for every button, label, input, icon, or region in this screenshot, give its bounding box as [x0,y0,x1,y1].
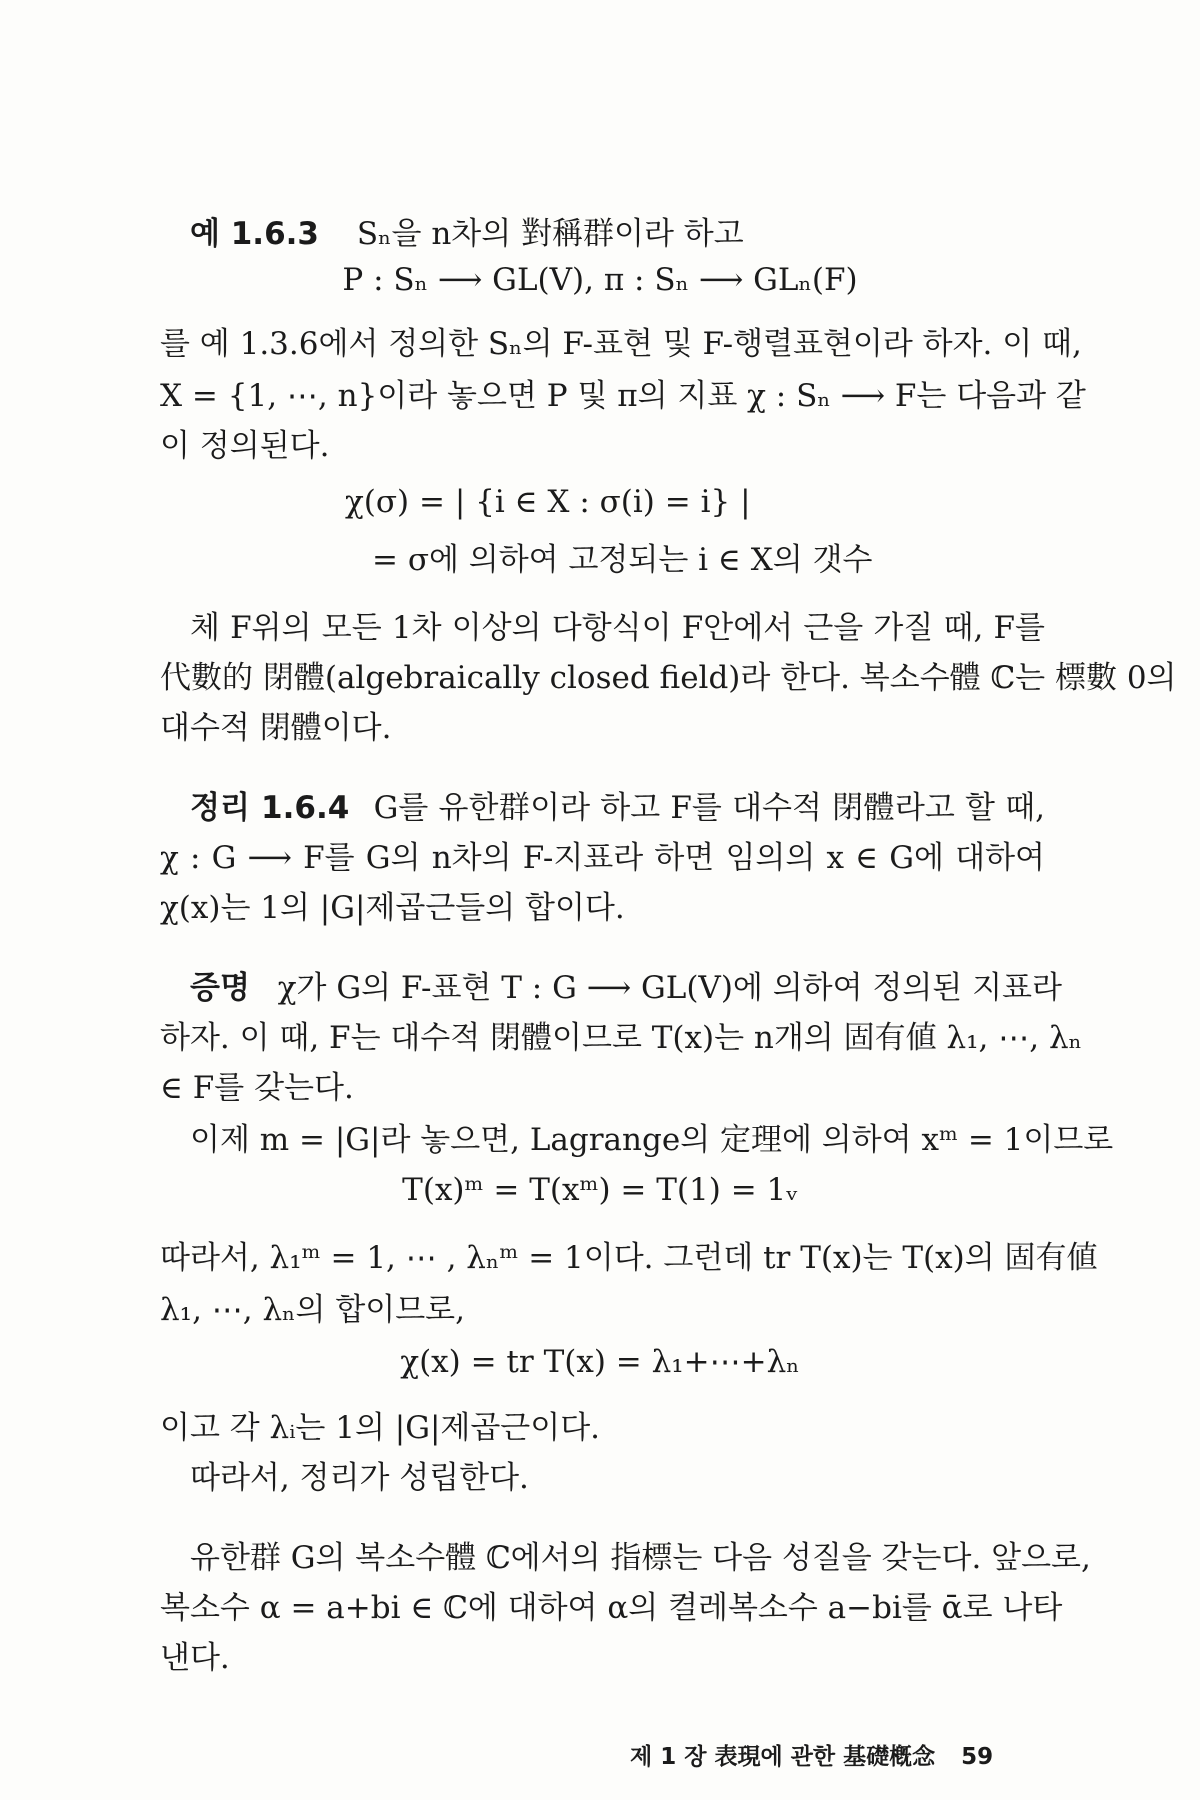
closed-field-line-2: 代數的 閉體(algebraically closed field)라 한다. 복소수體 ℂ는 標數 0의 [160,660,1177,696]
proof-line-7: 이고 각 λᵢ는 1의 |G|제곱근이다. [160,1410,600,1446]
example-para-line-2: X = {1, ⋯, n}이라 놓으면 P 및 π의 지표 χ : Sₙ ⟶ F는 다음과 같 [160,378,1086,414]
proof-line-2: 하자. 이 때, F는 대수적 閉體이므로 T(x)는 n개의 固有値 λ₁, ⋯, λₙ [160,1020,1083,1056]
theorem-line-1 [190,782,1045,827]
theorem-label: 정리 1.6.4 [190,790,350,826]
theorem-line-2: χ : G ⟶ F를 G의 n차의 F-지표라 하면 임의의 x ∈ G에 대하여 [160,840,1045,876]
example-formula: P : Sₙ ⟶ GL(V), π : Sₙ ⟶ GLₙ(F) [342,262,858,298]
proof-line-5: 따라서, λ₁ᵐ = 1, ⋯ , λₙᵐ = 1이다. 그런데 tr T(x)는 T(x)의 固有値 [160,1240,1098,1276]
proof-line-8: 따라서, 정리가 성립한다. [190,1460,529,1496]
chi-definition-line-2: = σ에 의하여 고정되는 i ∈ X의 갯수 [372,542,873,578]
closing-line-3: 낸다. [160,1640,230,1676]
example-label: 예 1.6.3 [190,216,320,252]
closing-line-1: 유한群 G의 복소수體 ℂ에서의 指標는 다음 성질을 갖는다. 앞으로, [190,1540,1091,1576]
theorem-line-3: χ(x)는 1의 |G|제곱근들의 합이다. [160,890,625,926]
closing-line-2: 복소수 α = a+bi ∈ ℂ에 대하여 α의 켤레복소수 a−bi를 ᾱ로 나타 [160,1590,1063,1626]
page-number: 59 [961,1744,994,1770]
proof-line-4: 이제 m = |G|라 놓으면, Lagrange의 定理에 의하여 xᵐ = 1이므로 [190,1122,1114,1158]
proof-formula-1: T(x)ᵐ = T(xᵐ) = T(1) = 1ᵥ [402,1172,798,1208]
proof-line-6: λ₁, ⋯, λₙ의 합이므로, [160,1292,465,1328]
proof-text-1: χ가 G의 F-표현 T : G ⟶ GL(V)에 의하여 정의된 지표라 [277,970,1062,1006]
proof-formula-2: χ(x) = tr T(x) = λ₁+⋯+λₙ [400,1344,800,1380]
proof-line-1 [190,962,1062,1007]
page-footer [630,1738,993,1771]
example-para-line-3: 이 정의된다. [160,428,330,464]
proof-label: 증명 [190,970,250,1006]
closed-field-line-1: 체 F위의 모든 1차 이상의 다항식이 F안에서 근을 가질 때, F를 [190,610,1045,646]
closed-field-line-3: 대수적 閉體이다. [160,710,392,746]
footer-chapter: 제 1 장 表現에 관한 基礎槪念 [630,1744,936,1770]
example-heading [190,208,744,253]
example-text: Sₙ을 n차의 對稱群이라 하고 [356,216,744,252]
proof-line-3: ∈ F를 갖는다. [160,1070,354,1106]
example-para-line-1: 를 예 1.3.6에서 정의한 Sₙ의 F-표현 및 F-행렬표현이라 하자. 이 때, [160,326,1082,362]
theorem-text-1: G를 유한群이라 하고 F를 대수적 閉體라고 할 때, [373,790,1045,826]
chi-definition-line-1: χ(σ) = | {i ∈ X : σ(i) = i} | [345,484,751,520]
